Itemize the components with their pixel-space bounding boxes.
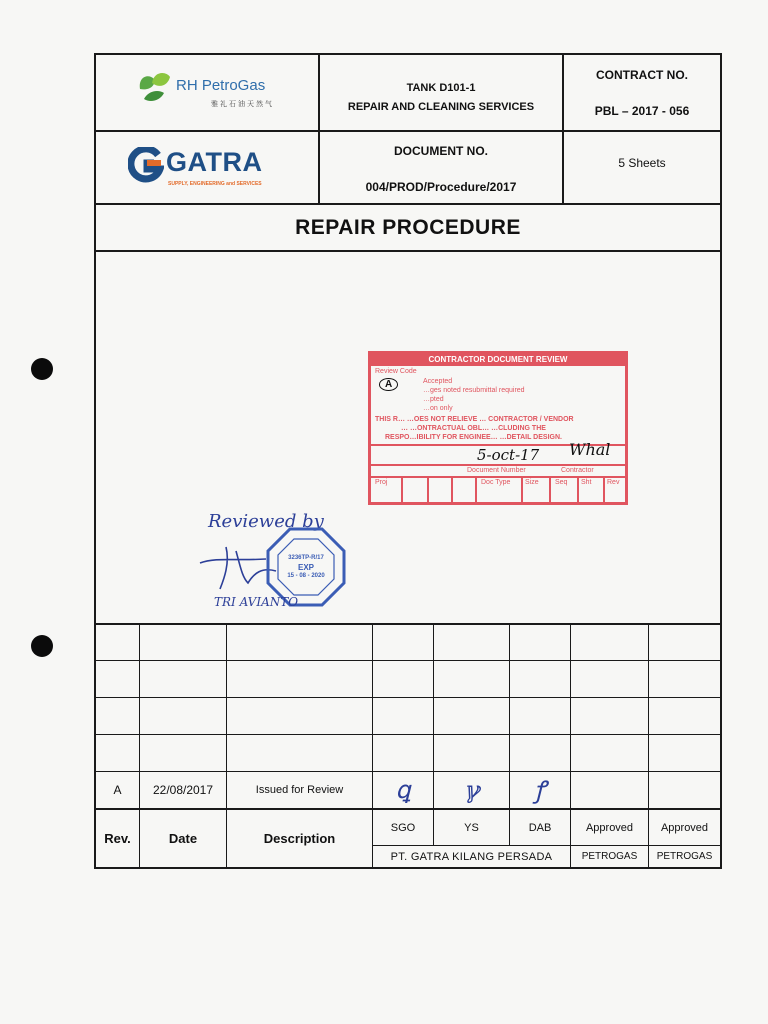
review-col-size: Size	[525, 479, 539, 486]
footer-role-ys: YS	[464, 821, 479, 834]
review-col-sht: Sht	[581, 479, 592, 486]
rh-petrogas-name: RH PetroGas	[176, 77, 266, 94]
contract-label: CONTRACT NO.	[596, 68, 688, 82]
gatra-subtitle: SUPPLY, ENGINEERING and SERVICES	[168, 181, 262, 187]
review-line-info: …on only	[423, 405, 453, 412]
project-line-2: REPAIR AND CLEANING SERVICES	[347, 101, 535, 113]
footer-approved-1: Approved	[585, 821, 634, 834]
project-title	[320, 77, 562, 119]
contract-number: PBL – 2017 - 056	[594, 104, 690, 118]
footer-rev-label: Rev.	[104, 831, 131, 846]
seal-line-3: 15 - 08 - 2020	[287, 572, 325, 579]
review-stamp	[368, 351, 628, 505]
review-notice-1: THIS R… …OES NOT RELIEVE … CONTRACTOR / VENDOR	[375, 416, 574, 423]
review-notice-2: … …ONTRACTUAL OBL… …CLUDING THE	[401, 425, 546, 432]
revision-row-rev: A	[113, 782, 122, 797]
review-handwritten-date: 5-oct-17	[477, 446, 540, 464]
gatra-name: GATRA	[166, 147, 263, 177]
review-col-doc-type: Doc Type	[481, 479, 511, 486]
reviewer-seal-text	[278, 549, 334, 585]
page-title: REPAIR PROCEDURE	[295, 215, 521, 239]
reviewed-by-note: Reviewed by	[208, 511, 324, 532]
review-col-rev: Rev	[607, 479, 620, 486]
leaf-logo-icon	[136, 69, 176, 103]
footer-approved-2: Approved	[660, 821, 709, 834]
review-handwritten-signature: Whal	[569, 440, 611, 459]
rh-petrogas-subtitle: 雅礼石油天然气	[211, 101, 274, 108]
seal-line-1: 3236TP-R/17	[288, 554, 324, 561]
punch-hole-bottom	[31, 635, 53, 657]
review-col-seq: Seq	[555, 479, 568, 486]
review-line-noted: …ges noted resubmittal required	[423, 387, 525, 394]
review-line-accepted: Accepted	[423, 378, 453, 385]
signature-ys: ℽ	[463, 775, 480, 804]
punch-hole-top	[31, 358, 53, 380]
footer-date-label: Date	[168, 831, 198, 846]
review-contractor-label: Contractor	[561, 467, 594, 474]
gatra-g-icon	[128, 147, 164, 183]
footer-petrogas-2: PETROGAS	[656, 851, 713, 862]
signature-dab: ꝭ	[534, 776, 546, 804]
footer-role-sgo: SGO	[390, 821, 416, 834]
review-line-rejected: …pted	[423, 396, 444, 403]
footer-company: PT. GATRA KILANG PERSADA	[390, 850, 553, 863]
gatra-logo	[128, 147, 318, 195]
seal-line-2: EXP	[297, 562, 314, 572]
signature-sgo: ꝗ	[395, 775, 411, 804]
document-label: DOCUMENT NO.	[394, 144, 488, 158]
document-number: 004/PROD/Procedure/2017	[365, 180, 517, 194]
document-sheet	[94, 53, 722, 869]
review-notice-3: RESPO…IBILITY FOR ENGINEE… …DETAIL DESIGN.	[385, 434, 562, 441]
review-code-a: A	[379, 378, 398, 391]
sheet-count: 5 Sheets	[618, 156, 666, 170]
project-line-1: TANK D101-1	[406, 82, 476, 94]
footer-petrogas-1: PETROGAS	[581, 851, 638, 862]
review-stamp-heading: CONTRACTOR DOCUMENT REVIEW	[371, 354, 625, 366]
revision-row-date: 22/08/2017	[152, 782, 214, 797]
revision-row-description: Issued for Review	[255, 783, 344, 796]
rh-petrogas-logo	[136, 67, 316, 117]
reviewer-name: TRI AVIANTO	[214, 595, 299, 609]
footer-role-dab: DAB	[528, 821, 552, 834]
review-doc-number-label: Document Number	[467, 467, 526, 474]
review-code-label: Review Code	[375, 368, 417, 375]
footer-description-label: Description	[263, 831, 336, 846]
review-col-proj: Proj	[375, 479, 388, 486]
